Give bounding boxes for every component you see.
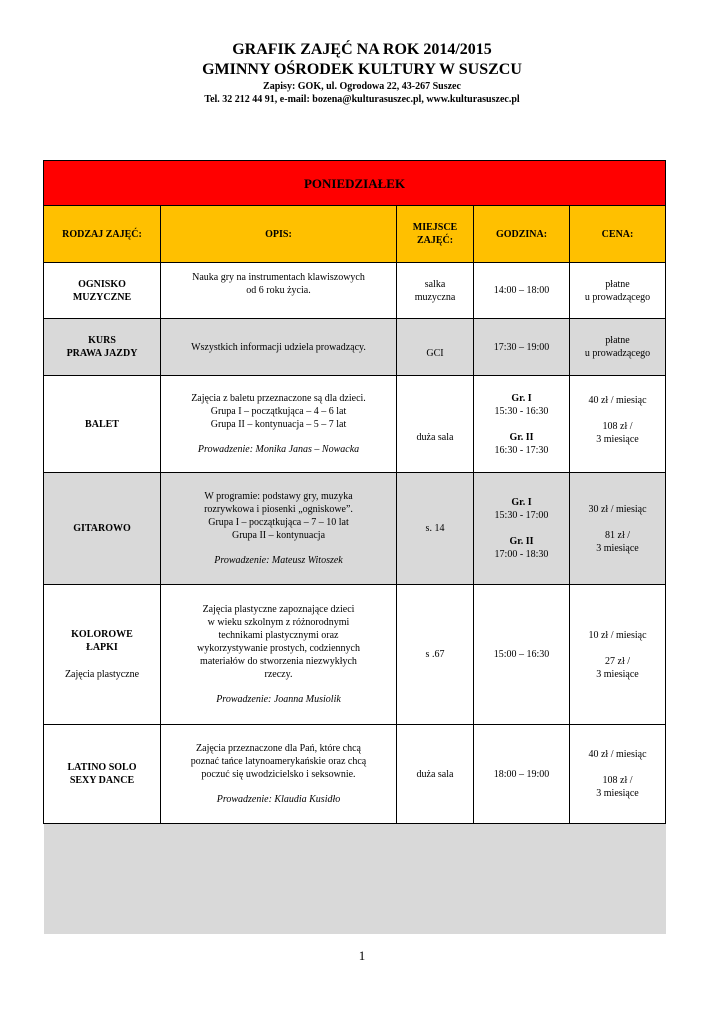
page-number: 1	[358, 948, 366, 963]
column-header-price: CENA:	[570, 206, 666, 263]
activity-place: GCI	[397, 319, 474, 376]
table-row	[44, 473, 666, 585]
activity-price: płatne u prowadzącego	[570, 319, 666, 376]
activity-place: duża sala	[397, 725, 474, 824]
activity-description: Wszystkich informacji udziela prowadzący.	[161, 319, 397, 376]
activity-name: KURS PRAWA JAZDY	[44, 319, 161, 376]
table-row	[44, 319, 666, 376]
activity-place: s. 14	[397, 473, 474, 585]
column-header-desc: OPIS:	[161, 206, 397, 263]
document-header	[0, 40, 724, 106]
activity-name: LATINO SOLO SEXY DANCE	[44, 725, 161, 824]
activity-name: BALET	[44, 376, 161, 473]
activity-price: płatne u prowadzącego	[570, 263, 666, 319]
instructor: Prowadzenie: Joanna Musiolik	[216, 694, 341, 705]
activity-description: Zajęcia plastyczne zapoznające dzieci w wieku szkolnym z różnorodnymi technikami plastycznymi oraz wykorzystywanie prostych, codziennych materiałów do stworzenia niezwykłych rzeczy. Prowadzenie: Joanna Musiolik	[161, 585, 397, 725]
activity-price: 30 zł / miesiąc 81 zł / 3 miesiące	[570, 473, 666, 585]
table-row	[44, 725, 666, 824]
activity-time: 15:00 – 16:30	[474, 585, 570, 725]
activity-name: OGNISKO MUZYCZNE	[44, 263, 161, 319]
registration-address: Zapisy: GOK, ul. Ogrodowa 22, 43-267 Suszec	[263, 81, 461, 92]
activity-description: W programie: podstawy gry, muzyka rozrywkowa i piosenki „ogniskowe”. Grupa I – początkująca – 7 – 10 lat Grupa II – kontynuacja Prowadzenie: Mateusz Witoszek	[161, 473, 397, 585]
activity-time: 14:00 – 18:00	[474, 263, 570, 319]
column-header-type: RODZAJ ZAJĘĆ:	[44, 206, 161, 263]
table-header	[44, 206, 666, 263]
activity-description: Zajęcia z baletu przeznaczone są dla dzieci. Grupa I – początkująca – 4 – 6 lat Grupa II – kontynuacja – 5 – 7 lat Prowadzenie: Monika Janas – Nowacka	[161, 376, 397, 473]
activity-description: Nauka gry na instrumentach klawiszowych od 6 roku życia.	[161, 263, 397, 319]
activity-time: Gr. I 15:30 - 16:30 Gr. II 16:30 - 17:30	[474, 376, 570, 473]
table-row	[44, 263, 666, 319]
activity-description: Zajęcia przeznaczone dla Pań, które chcą poznać tańce latynoamerykańskie oraz chcą poczuć się uwodzicielsko i seksownie. Prowadzenie: Klaudia Kusidło	[161, 725, 397, 824]
column-header-place: MIEJSCE ZAJĘĆ:	[397, 206, 474, 263]
empty-area	[44, 824, 666, 935]
activity-price: 40 zł / miesiąc 108 zł / 3 miesiące	[570, 725, 666, 824]
activity-time: 17:30 – 19:00	[474, 319, 570, 376]
instructor: Prowadzenie: Klaudia Kusidło	[216, 794, 341, 805]
activity-name: KOLOROWE ŁAPKI Zajęcia plastyczne	[44, 585, 161, 725]
table-row	[44, 585, 666, 725]
activity-price: 10 zł / miesiąc 27 zł / 3 miesiące	[570, 585, 666, 725]
document-title: GRAFIK ZAJĘĆ NA ROK 2014/2015	[232, 41, 492, 58]
activity-name: GITAROWO	[44, 473, 161, 585]
activity-place: duża sala	[397, 376, 474, 473]
instructor: Prowadzenie: Monika Janas – Nowacka	[197, 444, 360, 455]
activity-price: 40 zł / miesiąc 108 zł / 3 miesiące	[570, 376, 666, 473]
activity-time: Gr. I 15:30 - 17:00 Gr. II 17:00 - 18:30	[474, 473, 570, 585]
activity-place: s .67	[397, 585, 474, 725]
schedule-table	[43, 160, 666, 934]
day-label: PONIEDZIAŁEK	[44, 161, 666, 206]
activity-place: salka muzyczna	[397, 263, 474, 319]
day-row	[44, 161, 666, 206]
table-row	[44, 376, 666, 473]
document-subtitle: GMINNY OŚRODEK KULTURY W SUSZCU	[202, 61, 522, 78]
instructor: Prowadzenie: Mateusz Witoszek	[214, 555, 343, 566]
contact-line: Tel. 32 212 44 91, e-mail: bozena@kulturasuszec.pl, www.kulturasuszec.pl	[204, 94, 520, 105]
activity-time: 18:00 – 19:00	[474, 725, 570, 824]
column-header-time: GODZINA:	[474, 206, 570, 263]
